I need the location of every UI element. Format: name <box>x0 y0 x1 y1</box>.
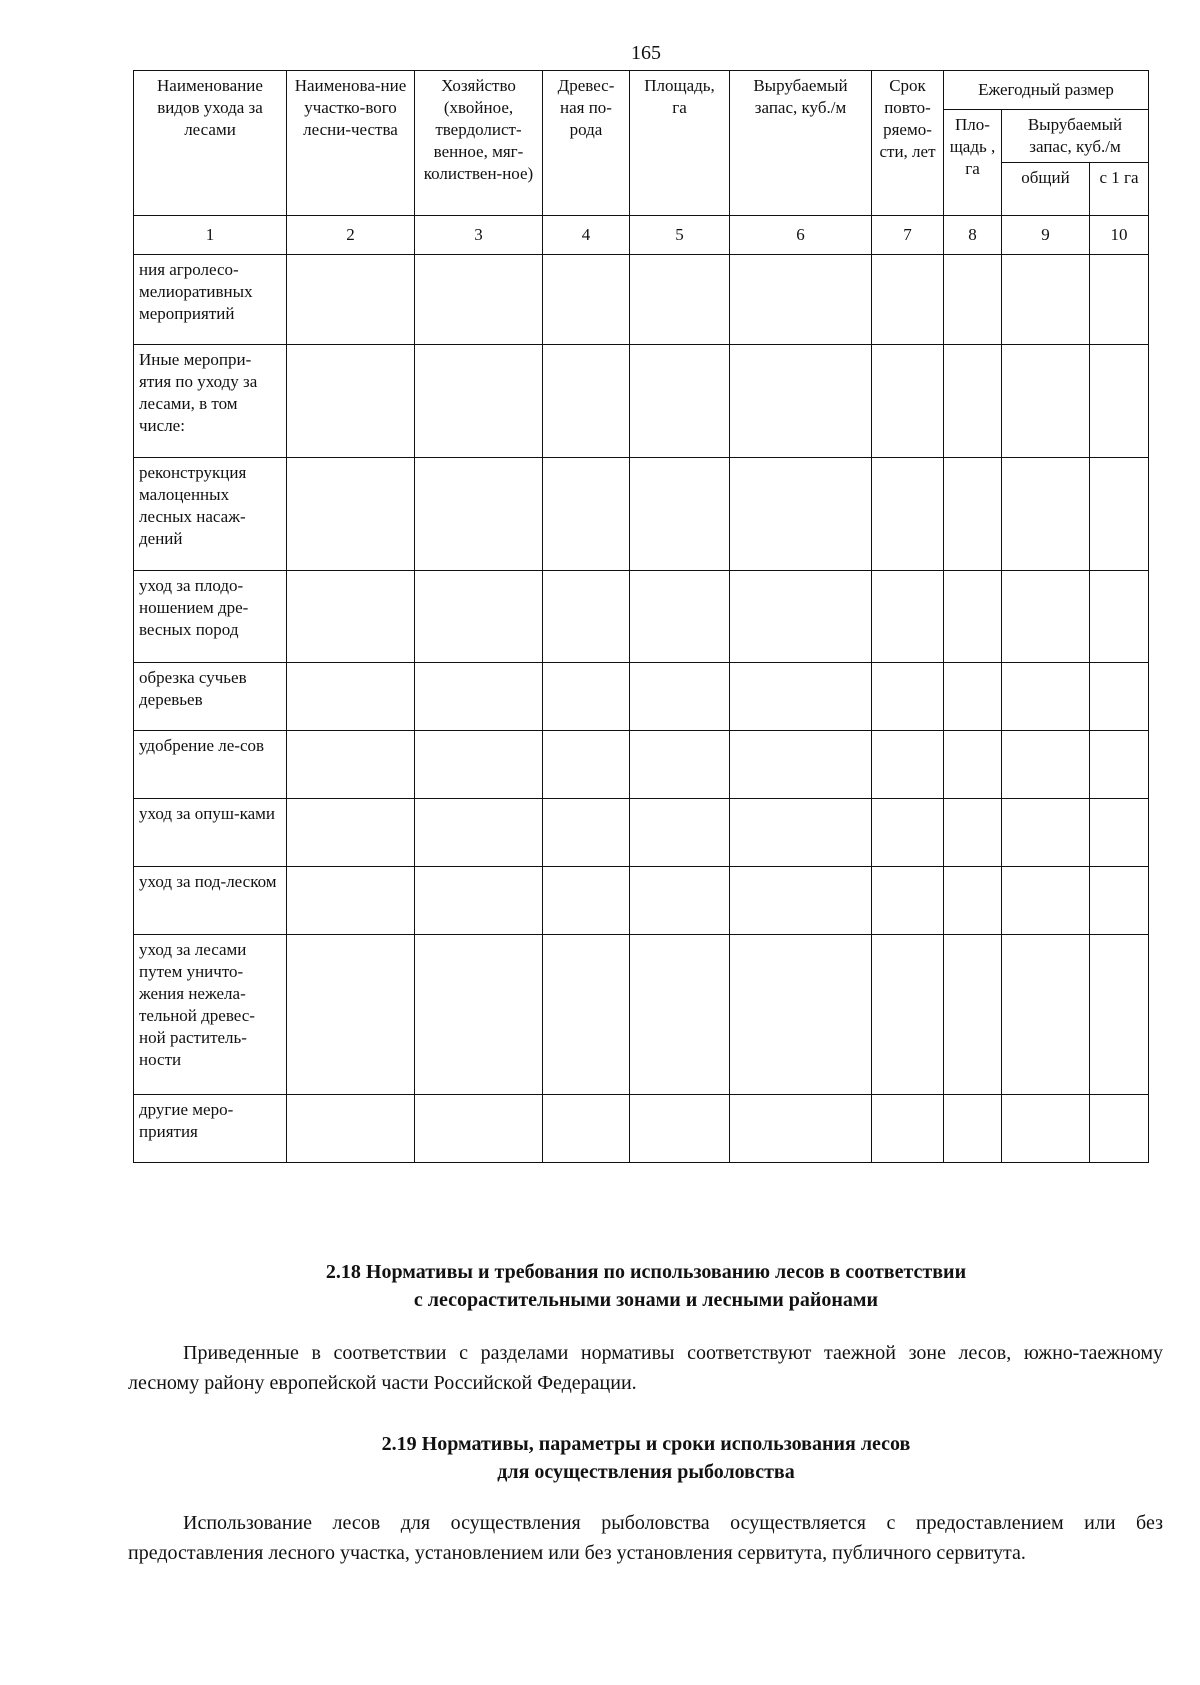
column-number: 4 <box>543 216 630 255</box>
table-row <box>134 799 1149 867</box>
header-district: Наименова-ние участко-вого лесни-чества <box>287 71 415 216</box>
row-label: уход за лесами путем уничто-жения нежела-тельной древес-ной раститель-ности <box>134 935 287 1095</box>
header-per-hectare: с 1 га <box>1090 163 1149 216</box>
header-economy: Хозяйство (хвойное, твердолист-венное, мяг-колиствен-ное) <box>415 71 543 216</box>
section-title-line: с лесорастительными зонами и лесными районами <box>413 1289 879 1311</box>
column-number: 1 <box>134 216 287 255</box>
header-annual-size: Ежегодный размер <box>944 71 1149 110</box>
row-label: обрезка сучьев деревьев <box>134 663 287 731</box>
row-label: уход за под-леском <box>134 867 287 935</box>
section-title-line: для осуществления рыболовства <box>497 1461 795 1483</box>
header-repeat-period: Срок повто-ряемо-сти, лет <box>872 71 944 216</box>
column-number: 2 <box>287 216 415 255</box>
table-row <box>134 1095 1149 1163</box>
table-row <box>134 867 1149 935</box>
section-2-19-title <box>0 1430 1200 1486</box>
table-row <box>134 571 1149 663</box>
column-number: 8 <box>944 216 1002 255</box>
section-2-19-paragraph: Использование лесов для осуществления рыболовства осуществляется с предоставлением или без предоставления лесного участка, установлением или без установления сервитута, публичного сервитута. <box>128 1512 1163 1564</box>
column-number: 6 <box>730 216 872 255</box>
column-number: 5 <box>630 216 730 255</box>
row-label: удобрение ле-сов <box>134 731 287 799</box>
table-row <box>134 255 1149 345</box>
header-annual-area: Пло-щадь , га <box>944 110 1002 216</box>
header-annual-cut-volume: Вырубаемый запас, куб./м <box>1002 110 1149 163</box>
header-area: Площадь, га <box>630 71 730 216</box>
header-tree-species: Древес-ная по-рода <box>543 71 630 216</box>
row-label: уход за плодо-ношением дре-весных пород <box>134 571 287 663</box>
forest-care-table <box>133 70 1149 1163</box>
row-label: другие меро-приятия <box>134 1095 287 1163</box>
section-2-18-title <box>0 1258 1200 1314</box>
column-number: 10 <box>1090 216 1149 255</box>
row-label: реконструкция малоценных лесных насаж-дений <box>134 458 287 571</box>
section-title-line: 2.18 Нормативы и требования по использованию лесов в соответствии <box>325 1261 967 1283</box>
row-label: уход за опуш-ками <box>134 799 287 867</box>
table-row <box>134 458 1149 571</box>
row-label: Иные меропри-ятия по уходу за лесами, в том числе: <box>134 345 287 458</box>
table-row <box>134 731 1149 799</box>
page-number: 165 <box>631 42 661 64</box>
header-care-type: Наименование видов ухода за лесами <box>134 71 287 216</box>
row-label: ния агролесо-мелиоративных мероприятий <box>134 255 287 345</box>
table-row <box>134 663 1149 731</box>
header-total: общий <box>1002 163 1090 216</box>
table-row <box>134 345 1149 458</box>
column-number-row <box>134 216 1149 255</box>
column-number: 7 <box>872 216 944 255</box>
table-row <box>134 935 1149 1095</box>
column-number: 3 <box>415 216 543 255</box>
column-number: 9 <box>1002 216 1090 255</box>
section-title-line: 2.19 Нормативы, параметры и сроки использования лесов <box>381 1433 911 1455</box>
section-2-18-paragraph: Приведенные в соответствии с разделами нормативы соответствуют таежной зоне лесов, южно-таежному лесному району европейской части Российской Федерации. <box>128 1342 1163 1394</box>
header-cut-volume: Вырубаемый запас, куб./м <box>730 71 872 216</box>
